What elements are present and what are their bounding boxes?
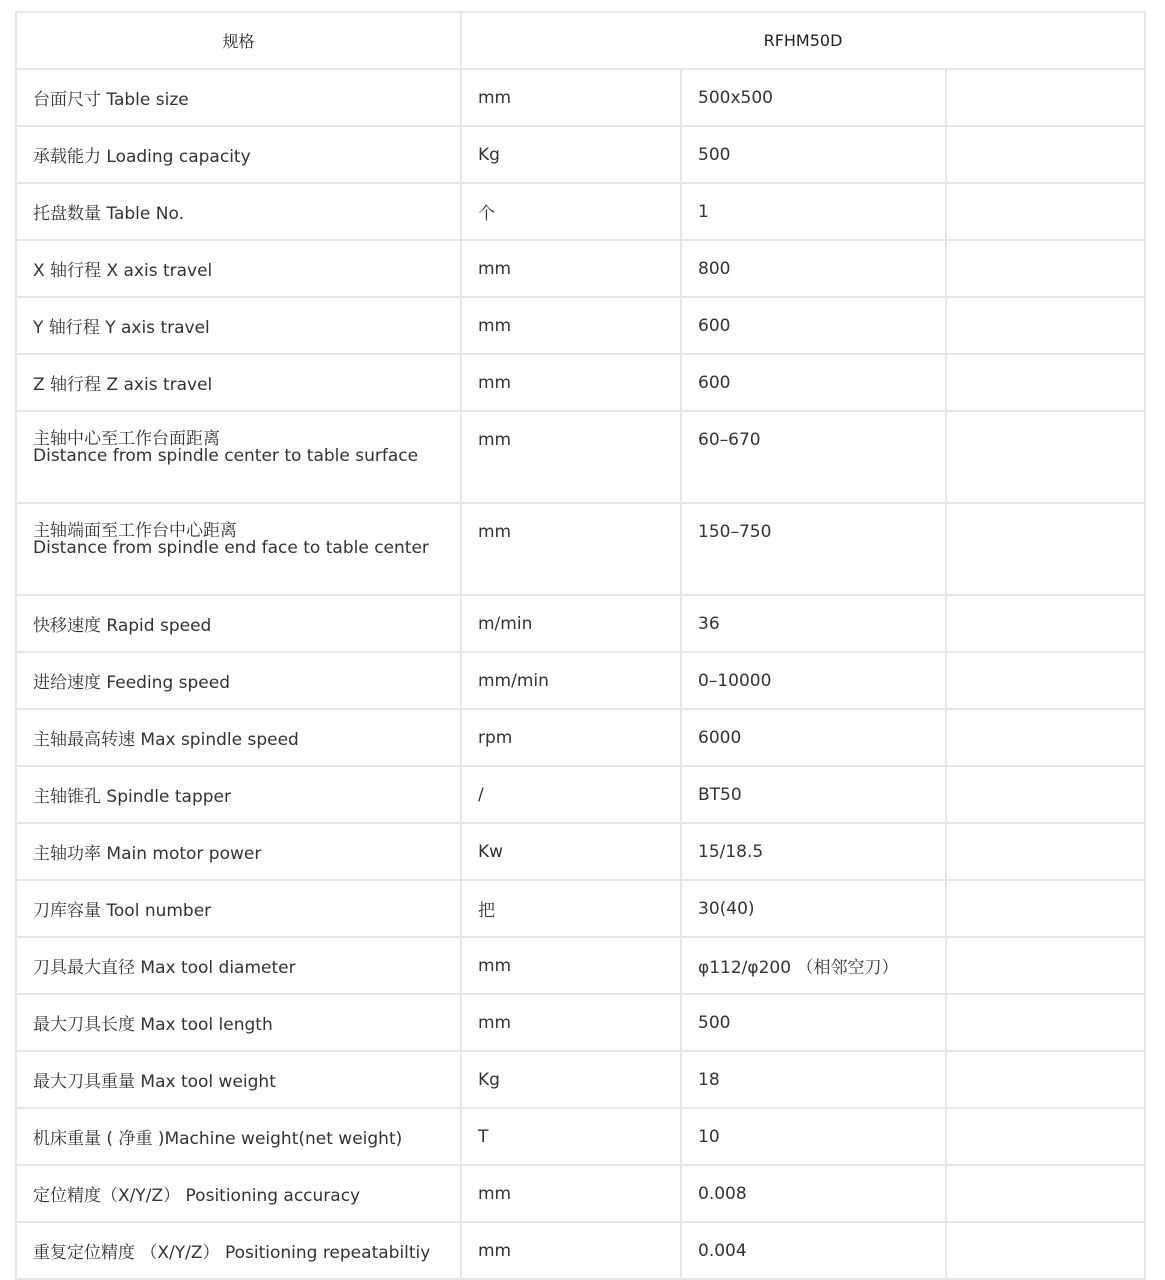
- table-row: [16, 823, 1145, 880]
- value-cell: 30(40): [681, 880, 946, 937]
- empty-cell: [946, 937, 1145, 994]
- table-row: [16, 937, 1145, 994]
- table-row: [16, 411, 1145, 503]
- param-cell: 承载能力 Loading capacity: [16, 126, 461, 183]
- table-row: [16, 880, 1145, 937]
- value-cell: 15/18.5: [681, 823, 946, 880]
- table-row: [16, 709, 1145, 766]
- table-row: [16, 652, 1145, 709]
- empty-cell: [946, 1108, 1145, 1165]
- unit-cell: mm/min: [461, 652, 681, 709]
- unit-cell: mm: [461, 503, 681, 595]
- table-row: [16, 69, 1145, 126]
- empty-cell: [946, 1222, 1145, 1279]
- unit-cell: mm: [461, 937, 681, 994]
- param-name-en: Distance from spindle center to table surface: [33, 446, 419, 466]
- empty-cell: [946, 354, 1145, 411]
- table-row: [16, 1051, 1145, 1108]
- unit-cell: /: [461, 766, 681, 823]
- value-cell: 500: [681, 994, 946, 1051]
- unit-cell: mm: [461, 1222, 681, 1279]
- param-name-cn: 主轴中心至工作台面距离: [33, 429, 220, 449]
- value-cell: 0–10000: [681, 652, 946, 709]
- unit-cell: mm: [461, 994, 681, 1051]
- table-body: [16, 69, 1145, 1279]
- empty-cell: [946, 994, 1145, 1051]
- param-cell: 刀库容量 Tool number: [16, 880, 461, 937]
- param-cell: 主轴锥孔 Spindle tapper: [16, 766, 461, 823]
- empty-cell: [946, 766, 1145, 823]
- param-cell: 主轴最高转速 Max spindle speed: [16, 709, 461, 766]
- table-row: [16, 1108, 1145, 1165]
- unit-cell: T: [461, 1108, 681, 1165]
- param-cell: Z 轴行程 Z axis travel: [16, 354, 461, 411]
- empty-cell: [946, 880, 1145, 937]
- param-cell: [16, 503, 461, 595]
- param-cell: X 轴行程 X axis travel: [16, 240, 461, 297]
- table-row: [16, 1165, 1145, 1222]
- param-cell: 托盘数量 Table No.: [16, 183, 461, 240]
- unit-cell: 把: [461, 880, 681, 937]
- value-cell: 36: [681, 595, 946, 652]
- unit-cell: mm: [461, 240, 681, 297]
- param-name-cn: 主轴端面至工作台中心距离: [33, 521, 237, 541]
- header-row: [16, 12, 1145, 69]
- param-cell: 主轴功率 Main motor power: [16, 823, 461, 880]
- value-cell: 0.008: [681, 1165, 946, 1222]
- unit-cell: 个: [461, 183, 681, 240]
- param-cell: 定位精度（X/Y/Z） Positioning accuracy: [16, 1165, 461, 1222]
- unit-cell: Kg: [461, 1051, 681, 1108]
- table-header: [16, 12, 1145, 69]
- empty-cell: [946, 1165, 1145, 1222]
- table-row: [16, 595, 1145, 652]
- table-row: [16, 297, 1145, 354]
- empty-cell: [946, 126, 1145, 183]
- unit-cell: rpm: [461, 709, 681, 766]
- unit-cell: mm: [461, 354, 681, 411]
- empty-cell: [946, 411, 1145, 503]
- model-header-cell: RFHM50D: [461, 12, 1145, 69]
- empty-cell: [946, 503, 1145, 595]
- empty-cell: [946, 69, 1145, 126]
- value-cell: 1: [681, 183, 946, 240]
- table-row: [16, 354, 1145, 411]
- unit-cell: mm: [461, 1165, 681, 1222]
- param-cell: 刀具最大直径 Max tool diameter: [16, 937, 461, 994]
- value-cell: 150–750: [681, 503, 946, 595]
- unit-cell: mm: [461, 69, 681, 126]
- empty-cell: [946, 183, 1145, 240]
- empty-cell: [946, 1051, 1145, 1108]
- empty-cell: [946, 240, 1145, 297]
- param-cell: 进给速度 Feeding speed: [16, 652, 461, 709]
- unit-cell: Kg: [461, 126, 681, 183]
- value-cell: φ112/φ200 （相邻空刀）: [681, 937, 946, 994]
- value-cell: 6000: [681, 709, 946, 766]
- param-cell: Y 轴行程 Y axis travel: [16, 297, 461, 354]
- value-cell: 10: [681, 1108, 946, 1165]
- param-cell: 台面尺寸 Table size: [16, 69, 461, 126]
- spec-table: [15, 11, 1146, 1280]
- value-cell: 600: [681, 354, 946, 411]
- param-cell: 最大刀具长度 Max tool length: [16, 994, 461, 1051]
- unit-cell: mm: [461, 297, 681, 354]
- table-row: [16, 183, 1145, 240]
- param-cell: 最大刀具重量 Max tool weight: [16, 1051, 461, 1108]
- value-cell: 800: [681, 240, 946, 297]
- empty-cell: [946, 297, 1145, 354]
- unit-cell: Kw: [461, 823, 681, 880]
- param-cell: 机床重量 ( 净重 )Machine weight(net weight): [16, 1108, 461, 1165]
- table-row: [16, 1222, 1145, 1279]
- table-row: [16, 240, 1145, 297]
- value-cell: 18: [681, 1051, 946, 1108]
- unit-cell: mm: [461, 411, 681, 503]
- value-cell: 500: [681, 126, 946, 183]
- value-cell: 600: [681, 297, 946, 354]
- empty-cell: [946, 652, 1145, 709]
- empty-cell: [946, 823, 1145, 880]
- empty-cell: [946, 595, 1145, 652]
- param-cell: [16, 411, 461, 503]
- param-name-en: Distance from spindle end face to table center: [33, 538, 429, 558]
- spec-header-cell: 规格: [16, 12, 461, 69]
- param-cell: 重复定位精度 （X/Y/Z） Positioning repeatabiltiy: [16, 1222, 461, 1279]
- unit-cell: m/min: [461, 595, 681, 652]
- value-cell: 500x500: [681, 69, 946, 126]
- empty-cell: [946, 709, 1145, 766]
- table-row: [16, 994, 1145, 1051]
- value-cell: BT50: [681, 766, 946, 823]
- table-row: [16, 126, 1145, 183]
- table-row: [16, 766, 1145, 823]
- table-row: [16, 503, 1145, 595]
- param-cell: 快移速度 Rapid speed: [16, 595, 461, 652]
- value-cell: 60–670: [681, 411, 946, 503]
- value-cell: 0.004: [681, 1222, 946, 1279]
